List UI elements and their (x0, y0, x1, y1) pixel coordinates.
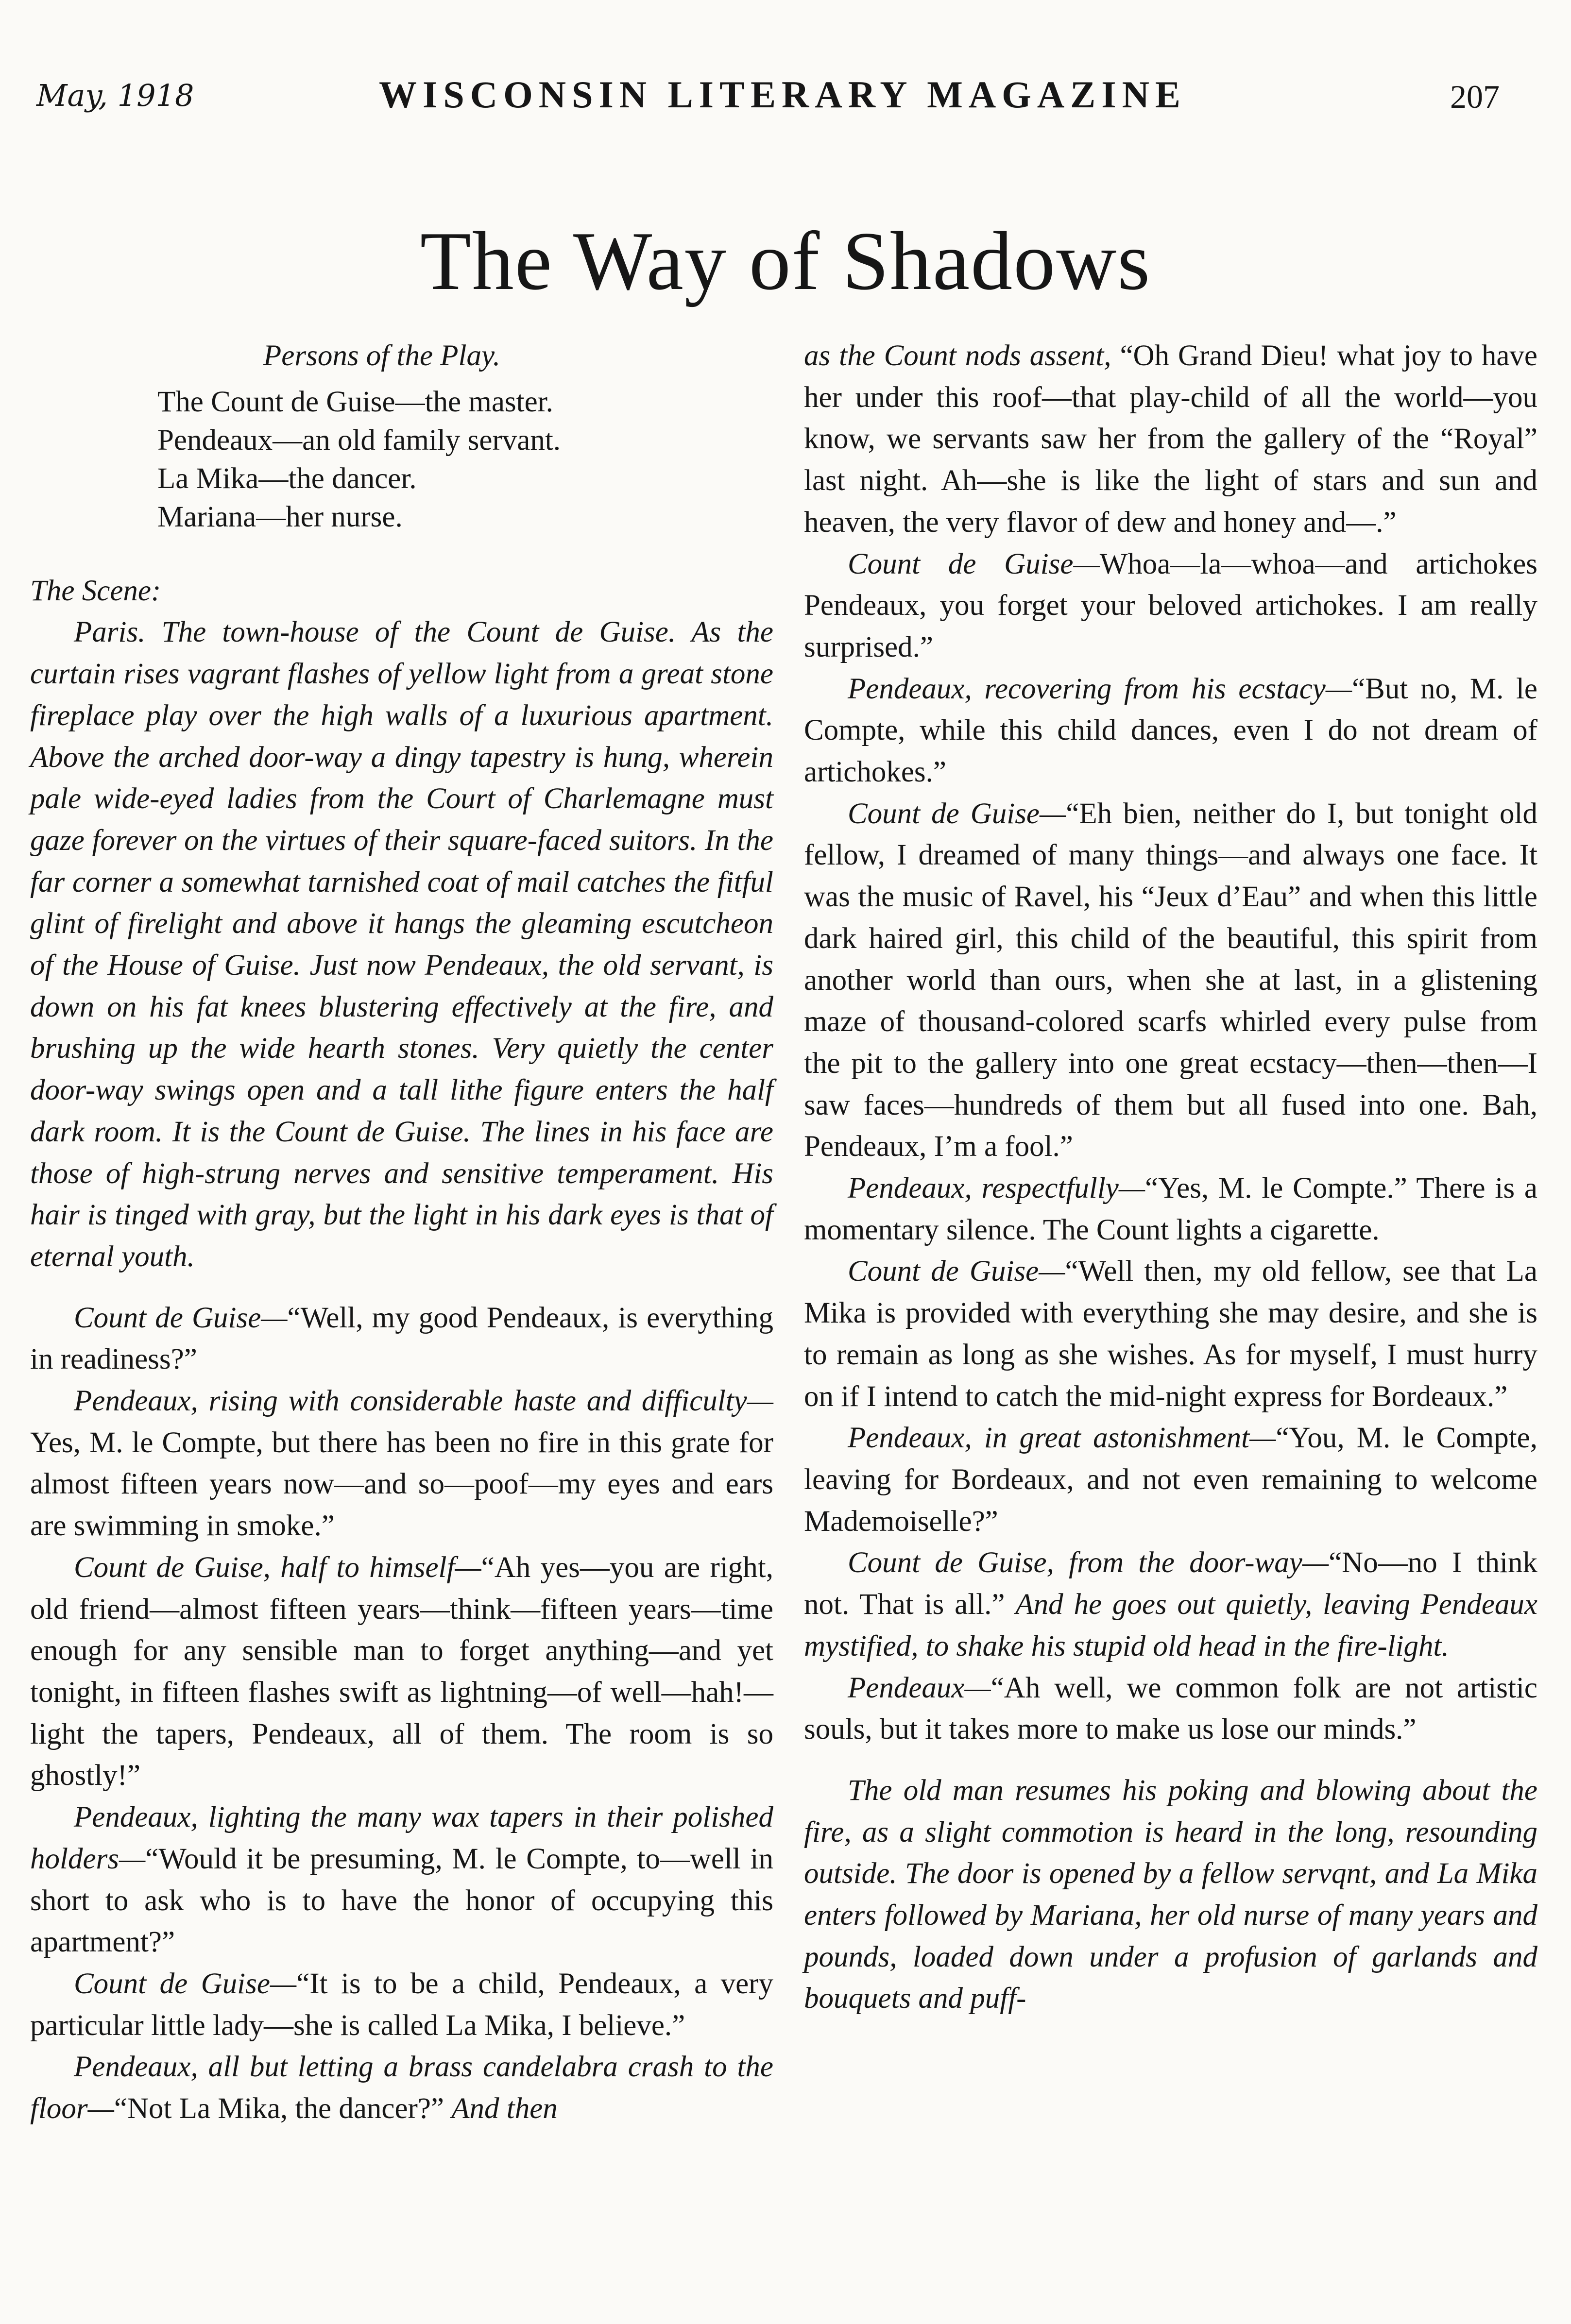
dialogue-paragraph (804, 1417, 1537, 1542)
speech: “Oh Grand Dieu! what joy to have her under this roof—that play-child of all the world—you know, we servants saw her from the gallery of the “Royal” last night. Ah—she is like the light of stars and sun and heaven, the very flavor of dew and honey and—.” (804, 339, 1538, 539)
scene-heading: The Scene: (30, 574, 161, 607)
speech: “Would it be presuming, M. le Compte, to—well in short to ask who is to have the honor of occupying this apartment?” (30, 1842, 773, 1959)
stage-direction: And he goes out quietly, leaving Pendeaux mystified, to shake his stupid old head in the fire-light. (804, 1588, 1537, 1662)
speech: “Ah well, we common folk are not artistic souls, but it takes more to make us lose our minds.” (804, 1671, 1537, 1746)
speaker: Pendeaux, lighting the many wax tapers in their polished holders— (30, 1801, 773, 1875)
stage-direction: And then (451, 2092, 558, 2125)
speech: “Well then, my old fellow, see that La Mika is provided with everything she may desire, and she is to remain as long as she wishes. As for myself, I must hurry on if I intend to catch the mid-night express for Bordeaux.” (804, 1255, 1537, 1413)
scene-description: Paris. The town-house of the Count de Guise. As the curtain rises vagrant flashes of yellow light from a great stone fireplace play over the high walls of a luxurious apartment. Above the arched door-way a dingy tapestry is hung, wherein pale wide-eyed ladies from the Court of Charlemagne must gaze forever on the virtues of their square-faced suitors. In the far corner a somewhat tarnished coat of mail catches the fitful glint of firelight and above it hangs the gleaming escutcheon of the House of Guise. Just now Pendeaux, the old servant, is down on his fat knees blustering effectively at the fire, and brushing up the wide hearth stones. Very quietly the center door-way swings open and a tall lithe figure enters the half dark room. It is the Count de Guise. The lines in his face are those of high-strung nerves and sensitive temperament. His hair is tinged with gray, but the light in his dark eyes is that of eternal youth. (30, 616, 773, 1273)
speech: “Well, my good Pendeaux, is everything in readiness?” (30, 1301, 773, 1376)
right-column (804, 335, 1537, 2019)
dialogue-paragraph (30, 2046, 773, 2129)
page-number: 207 (1450, 78, 1500, 115)
speaker: Pendeaux, in great astonishment— (848, 1422, 1276, 1455)
issue-date: May, 1918 (36, 78, 194, 113)
cast-item: The Count de Guise—the master. (157, 385, 553, 418)
speaker: Count de Guise, from the door-way— (848, 1546, 1329, 1579)
speaker: Count de Guise— (74, 1301, 288, 1334)
speech: “You, M. le Compte, leaving for Bordeaux, and not even remaining to welcome Mademoiselle?” (804, 1422, 1537, 1538)
left-column (30, 335, 773, 2130)
dialogue-paragraph (804, 668, 1537, 793)
dialogue-paragraph (804, 543, 1537, 668)
speaker: Count de Guise— (848, 1255, 1065, 1288)
dialogue-paragraph (804, 335, 1537, 543)
cast-item: Pendeaux—an old family servant. (157, 424, 561, 457)
speech: “Eh bien, neither do I, but tonight old fellow, I dreamed of many things—and always one face. It was the music of Ravel, his “Jeux d’Eau” and when this little dark haired girl, this child of the beautiful, this spirit from another world than ours, when she at last, in a glistening maze of thousand-colored scarfs whirled every pulse from the pit to the gallery into one great ecstacy—then—then—I saw faces—hundreds of them but all fused into one. Bah, Pendeaux, I’m a fool.” (804, 797, 1537, 1163)
speech: “Not La Mika, the dancer?” (114, 2092, 444, 2125)
dialogue-paragraph (30, 1297, 773, 1380)
speaker: Pendeaux, all but letting a brass candelabra crash to the floor— (30, 2051, 773, 2125)
speech: “It is to be a child, Pendeaux, a very particular little lady—she is called La Mika, I believe.” (30, 1967, 773, 2042)
speaker: Count de Guise— (74, 1967, 297, 2000)
dialogue-paragraph (804, 793, 1537, 1168)
dialogue-paragraph (804, 1251, 1537, 1417)
dialogue-paragraph (30, 1380, 773, 1547)
speaker: Pendeaux, rising with considerable haste and difficulty— (74, 1385, 773, 1418)
dialogue-paragraph (804, 1667, 1537, 1750)
speaker: Pendeaux, recovering from his ecstacy— (848, 672, 1352, 705)
dialogue-paragraph (30, 1547, 773, 1797)
speaker: Count de Guise— (848, 797, 1066, 830)
speaker: Count de Guise— (848, 547, 1100, 580)
speech: “Yes, M. le Compte.” There is a momentary silence. The Count lights a cigarette. (804, 1172, 1537, 1246)
speech: Whoa—la—whoa—and artichokes Pendeaux, you forget your beloved artichokes. I am really surprised.” (804, 547, 1538, 663)
dialogue-paragraph (30, 1797, 773, 1963)
closing-stage-direction: The old man resumes his poking and blowing about the fire, as a slight commotion is heard in the long, resounding outside. The door is opened by a fellow servqnt, and La Mika enters followed by Mariana, her old nurse of many years and pounds, loaded down under a profusion of garlands and bouquets and puff- (804, 1774, 1537, 2015)
dialogue-paragraph (804, 1168, 1537, 1251)
dialogue-paragraph (30, 1963, 773, 2046)
speaker: Count de Guise, half to himself— (74, 1551, 481, 1584)
running-head (0, 73, 1571, 126)
cast-item: Mariana—her nurse. (157, 500, 403, 533)
cast-heading: Persons of the Play. (263, 339, 500, 372)
speech: Yes, M. le Compte, but there has been no fire in this grate for almost fifteen years now—and so—poof—my eyes and ears are swimming in smoke.” (30, 1426, 773, 1543)
speech: “But no, M. le Compte, while this child dances, even I do not dream of artichokes.” (804, 672, 1537, 789)
speech: “No—no I think not. That is all.” (804, 1546, 1537, 1621)
stage-direction: as the Count nods assent, (804, 339, 1111, 372)
cast-item: La Mika—the dancer. (157, 462, 417, 495)
speaker: Pendeaux— (848, 1671, 991, 1704)
speaker: Pendeaux, respectfully— (848, 1172, 1145, 1205)
dialogue-paragraph (804, 1542, 1537, 1667)
speech: “Ah yes—you are right, old friend—almost fifteen years—think—fifteen years—time enough for any sensible man to forget anything—and yet tonight, in fifteen flashes swift as lightning—of well—hah!—light the tapers, Pendeaux, all of them. The room is so ghostly!” (30, 1551, 773, 1792)
article-title: The Way of Shadows (420, 215, 1151, 307)
magazine-title: WISCONSIN LITERARY MAGAZINE (379, 73, 1186, 116)
